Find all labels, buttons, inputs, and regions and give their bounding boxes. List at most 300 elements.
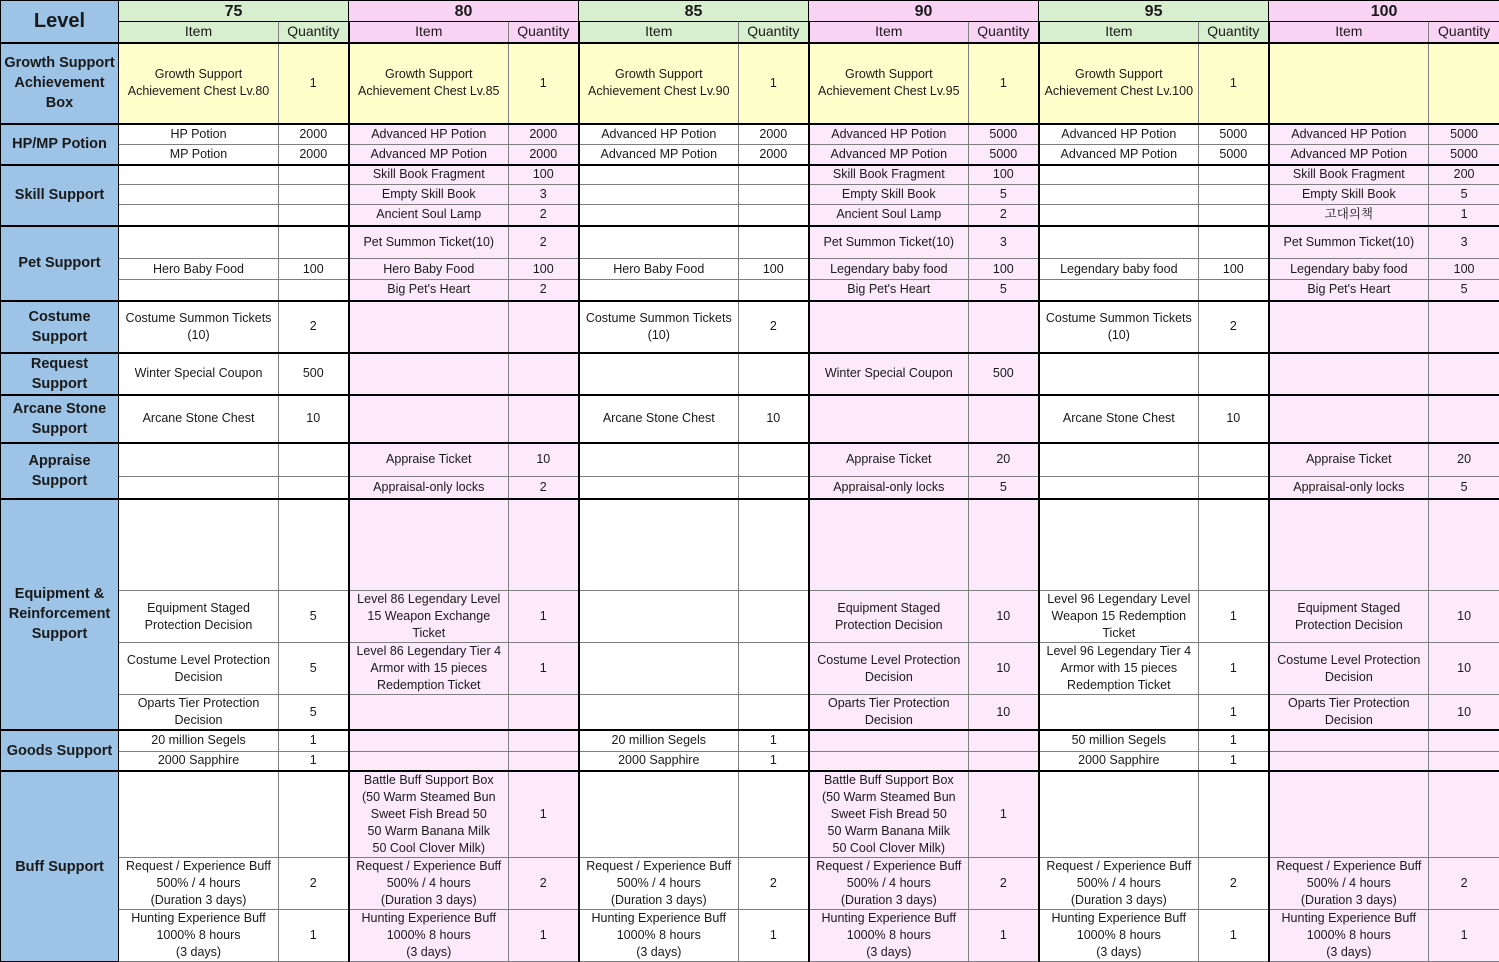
quantity-cell: 1	[1199, 751, 1269, 771]
quantity-cell: 5	[279, 643, 349, 695]
item-cell	[1039, 185, 1199, 205]
item-cell: Costume Level Protection Decision	[119, 643, 279, 695]
item-cell	[119, 771, 279, 858]
item-cell	[1039, 695, 1199, 731]
item-cell	[579, 353, 739, 395]
quantity-cell: 5000	[1199, 145, 1269, 165]
item-cell: Winter Special Coupon	[119, 353, 279, 395]
item-cell: MP Potion	[119, 145, 279, 165]
quantity-cell	[739, 695, 809, 731]
item-cell: Request / Experience Buff 500% / 4 hours (Duration 3 days)	[809, 858, 969, 910]
quantity-cell: 5000	[1199, 124, 1269, 145]
item-cell: Advanced HP Potion	[1039, 124, 1199, 145]
item-cell: Winter Special Coupon	[809, 353, 969, 395]
item-cell: Growth Support Achievement Chest Lv.85	[349, 43, 509, 124]
quantity-cell: 1	[509, 591, 579, 643]
item-cell: Oparts Tier Protection Decision	[119, 695, 279, 731]
quantity-cell: 5	[279, 695, 349, 731]
quantity-cell: 500	[279, 353, 349, 395]
item-cell: Hunting Experience Buff 1000% 8 hours (3 days)	[1269, 910, 1429, 962]
quantity-cell: 5	[1429, 280, 1499, 301]
quantity-header: Quantity	[509, 22, 579, 43]
item-cell: Request / Experience Buff 500% / 4 hours (Duration 3 days)	[349, 858, 509, 910]
quantity-cell	[509, 301, 579, 353]
quantity-cell: 100	[969, 259, 1039, 280]
item-cell: Advanced HP Potion	[1269, 124, 1429, 145]
quantity-cell: 10	[969, 591, 1039, 643]
table-row	[1, 124, 1499, 145]
item-cell	[1269, 499, 1429, 591]
quantity-cell: 2	[509, 858, 579, 910]
quantity-cell: 10	[509, 443, 579, 477]
item-cell: 20 million Segels	[119, 730, 279, 751]
quantity-header: Quantity	[279, 22, 349, 43]
quantity-cell: 500	[969, 353, 1039, 395]
item-cell	[1039, 443, 1199, 477]
quantity-cell: 1	[279, 43, 349, 124]
item-cell: Big Pet's Heart	[349, 280, 509, 301]
quantity-cell	[279, 165, 349, 185]
quantity-cell	[279, 185, 349, 205]
item-cell: Empty Skill Book	[809, 185, 969, 205]
quantity-cell	[739, 643, 809, 695]
quantity-cell: 10	[1429, 591, 1499, 643]
item-cell: Equipment Staged Protection Decision	[809, 591, 969, 643]
quantity-cell: 2	[1199, 301, 1269, 353]
level-100: 100	[1269, 1, 1499, 22]
item-cell: 2000 Sapphire	[1039, 751, 1199, 771]
quantity-cell: 2	[509, 205, 579, 226]
item-cell: Growth Support Achievement Chest Lv.80	[119, 43, 279, 124]
quantity-cell	[739, 499, 809, 591]
item-cell	[1269, 395, 1429, 443]
item-cell	[579, 165, 739, 185]
item-cell: 20 million Segels	[579, 730, 739, 751]
quantity-cell: 1	[1429, 910, 1499, 962]
item-cell: Skill Book Fragment	[809, 165, 969, 185]
quantity-cell: 5000	[969, 145, 1039, 165]
quantity-cell: 2	[509, 477, 579, 499]
quantity-cell: 5000	[1429, 145, 1499, 165]
item-cell: Request / Experience Buff 500% / 4 hours (Duration 3 days)	[1039, 858, 1199, 910]
quantity-cell	[1429, 771, 1499, 858]
quantity-cell	[1199, 443, 1269, 477]
table-row	[1, 771, 1499, 858]
quantity-cell: 2	[279, 858, 349, 910]
item-cell: Empty Skill Book	[349, 185, 509, 205]
item-cell: Growth Support Achievement Chest Lv.100	[1039, 43, 1199, 124]
item-cell	[349, 695, 509, 731]
quantity-cell	[739, 205, 809, 226]
table-row	[1, 910, 1499, 962]
item-cell	[119, 499, 279, 591]
item-cell: Level 96 Legendary Tier 4 Armor with 15 pieces Redemption Ticket	[1039, 643, 1199, 695]
item-cell: Request / Experience Buff 500% / 4 hours (Duration 3 days)	[119, 858, 279, 910]
item-cell: Arcane Stone Chest	[1039, 395, 1199, 443]
item-cell	[1039, 226, 1199, 259]
quantity-cell: 100	[279, 259, 349, 280]
quantity-cell: 1	[509, 643, 579, 695]
category-label: Growth Support Achievement Box	[1, 43, 119, 124]
quantity-cell	[739, 226, 809, 259]
item-cell: Equipment Staged Protection Decision	[119, 591, 279, 643]
item-cell	[579, 185, 739, 205]
quantity-cell	[509, 751, 579, 771]
quantity-cell: 5	[969, 477, 1039, 499]
quantity-cell: 1	[969, 910, 1039, 962]
item-cell: Legendary baby food	[809, 259, 969, 280]
quantity-cell	[279, 499, 349, 591]
quantity-cell	[969, 730, 1039, 751]
quantity-cell	[739, 591, 809, 643]
item-cell: HP Potion	[119, 124, 279, 145]
quantity-cell: 1	[509, 910, 579, 962]
item-cell	[1039, 280, 1199, 301]
item-cell: Big Pet's Heart	[1269, 280, 1429, 301]
quantity-cell: 20	[1429, 443, 1499, 477]
level-header-row	[1, 1, 1499, 22]
level-label: Level	[1, 1, 119, 43]
item-cell: Hunting Experience Buff 1000% 8 hours (3 days)	[1039, 910, 1199, 962]
item-cell: Pet Summon Ticket(10)	[1269, 226, 1429, 259]
quantity-cell	[279, 205, 349, 226]
item-cell	[119, 165, 279, 185]
quantity-cell: 1	[1199, 43, 1269, 124]
item-cell	[579, 643, 739, 695]
item-cell: Battle Buff Support Box (50 Warm Steamed Bun Sweet Fish Bread 50 50 Warm Banana Milk 50 Cool Clover Milk)	[349, 771, 509, 858]
quantity-cell: 1	[1429, 205, 1499, 226]
quantity-cell	[739, 185, 809, 205]
item-header: Item	[579, 22, 739, 43]
quantity-cell: 2	[279, 301, 349, 353]
item-cell: Advanced HP Potion	[809, 124, 969, 145]
item-cell: Request / Experience Buff 500% / 4 hours (Duration 3 days)	[1269, 858, 1429, 910]
quantity-cell: 1	[969, 43, 1039, 124]
quantity-cell	[1199, 477, 1269, 499]
category-label: Arcane Stone Support	[1, 395, 119, 443]
quantity-cell	[969, 301, 1039, 353]
item-cell: 고대의책	[1269, 205, 1429, 226]
quantity-cell	[1199, 353, 1269, 395]
item-cell	[809, 499, 969, 591]
item-cell	[119, 443, 279, 477]
item-cell	[119, 205, 279, 226]
quantity-cell: 100	[739, 259, 809, 280]
item-cell	[1039, 477, 1199, 499]
quantity-cell: 1	[509, 771, 579, 858]
item-cell	[349, 395, 509, 443]
quantity-cell: 1	[279, 730, 349, 751]
quantity-cell: 2	[509, 226, 579, 259]
table-row	[1, 165, 1499, 185]
quantity-cell	[969, 395, 1039, 443]
quantity-cell: 200	[1429, 165, 1499, 185]
quantity-cell	[969, 499, 1039, 591]
quantity-cell: 3	[969, 226, 1039, 259]
item-cell: Empty Skill Book	[1269, 185, 1429, 205]
item-cell	[809, 730, 969, 751]
quantity-cell: 2	[739, 301, 809, 353]
category-label: Appraise Support	[1, 443, 119, 499]
item-cell	[119, 477, 279, 499]
quantity-cell: 2000	[509, 145, 579, 165]
quantity-cell	[739, 477, 809, 499]
quantity-cell: 10	[969, 643, 1039, 695]
level-95: 95	[1039, 1, 1269, 22]
item-cell: Level 86 Legendary Tier 4 Armor with 15 pieces Redemption Ticket	[349, 643, 509, 695]
quantity-cell: 5	[279, 591, 349, 643]
quantity-cell	[1429, 301, 1499, 353]
item-cell	[579, 477, 739, 499]
quantity-cell: 1	[739, 43, 809, 124]
item-cell	[579, 771, 739, 858]
item-cell: Hero Baby Food	[349, 259, 509, 280]
quantity-cell	[1199, 185, 1269, 205]
item-cell: Hunting Experience Buff 1000% 8 hours (3 days)	[809, 910, 969, 962]
quantity-cell	[1199, 226, 1269, 259]
item-cell	[1039, 353, 1199, 395]
quantity-cell: 10	[1429, 695, 1499, 731]
table-row	[1, 395, 1499, 443]
quantity-cell	[1429, 751, 1499, 771]
item-cell	[349, 730, 509, 751]
quantity-cell	[1429, 395, 1499, 443]
item-cell	[349, 751, 509, 771]
quantity-cell	[1199, 499, 1269, 591]
quantity-cell: 1	[739, 751, 809, 771]
item-cell: Costume Summon Tickets (10)	[1039, 301, 1199, 353]
quantity-cell: 2000	[739, 124, 809, 145]
quantity-cell	[1199, 280, 1269, 301]
table-row	[1, 259, 1499, 280]
category-label: Costume Support	[1, 301, 119, 353]
item-cell: Advanced MP Potion	[579, 145, 739, 165]
category-label: Buff Support	[1, 771, 119, 962]
item-cell: Growth Support Achievement Chest Lv.90	[579, 43, 739, 124]
item-cell: Oparts Tier Protection Decision	[1269, 695, 1429, 731]
item-cell	[1269, 301, 1429, 353]
level-80: 80	[349, 1, 579, 22]
quantity-cell	[1199, 771, 1269, 858]
item-cell: Skill Book Fragment	[1269, 165, 1429, 185]
quantity-header: Quantity	[1429, 22, 1499, 43]
table-row	[1, 185, 1499, 205]
item-cell: Appraise Ticket	[349, 443, 509, 477]
item-cell	[1269, 730, 1429, 751]
table-body	[1, 1, 1499, 962]
quantity-cell	[279, 280, 349, 301]
quantity-cell: 2000	[279, 145, 349, 165]
quantity-cell: 100	[969, 165, 1039, 185]
item-cell	[579, 226, 739, 259]
quantity-cell: 5	[1429, 185, 1499, 205]
item-cell	[119, 185, 279, 205]
quantity-cell: 2000	[509, 124, 579, 145]
item-cell: Appraisal-only locks	[349, 477, 509, 499]
quantity-cell	[1199, 205, 1269, 226]
table-row	[1, 591, 1499, 643]
quantity-cell: 10	[969, 695, 1039, 731]
item-cell	[809, 395, 969, 443]
quantity-cell	[1199, 165, 1269, 185]
item-header: Item	[119, 22, 279, 43]
quantity-cell	[279, 226, 349, 259]
quantity-cell: 100	[509, 259, 579, 280]
quantity-header: Quantity	[969, 22, 1039, 43]
quantity-cell: 20	[969, 443, 1039, 477]
quantity-cell: 1	[739, 730, 809, 751]
item-cell	[1039, 165, 1199, 185]
item-cell: Level 96 Legendary Level Weapon 15 Redemption Ticket	[1039, 591, 1199, 643]
item-cell: Oparts Tier Protection Decision	[809, 695, 969, 731]
item-header: Item	[809, 22, 969, 43]
quantity-cell: 100	[1429, 259, 1499, 280]
item-cell: Advanced MP Potion	[809, 145, 969, 165]
item-cell: Arcane Stone Chest	[579, 395, 739, 443]
quantity-cell: 2000	[739, 145, 809, 165]
item-cell: Hunting Experience Buff 1000% 8 hours (3 days)	[579, 910, 739, 962]
category-label: HP/MP Potion	[1, 124, 119, 165]
item-cell: Costume Level Protection Decision	[1269, 643, 1429, 695]
quantity-cell	[279, 477, 349, 499]
item-cell	[349, 301, 509, 353]
table-row	[1, 301, 1499, 353]
quantity-cell	[1429, 43, 1499, 124]
quantity-cell	[739, 353, 809, 395]
item-cell: Advanced HP Potion	[349, 124, 509, 145]
category-label: Pet Support	[1, 226, 119, 301]
table-row	[1, 353, 1499, 395]
table-row	[1, 751, 1499, 771]
table-row	[1, 280, 1499, 301]
item-header: Item	[349, 22, 509, 43]
item-cell	[579, 499, 739, 591]
quantity-cell: 5	[969, 280, 1039, 301]
item-cell: Appraise Ticket	[809, 443, 969, 477]
item-cell: Hunting Experience Buff 1000% 8 hours (3 days)	[349, 910, 509, 962]
item-cell: Appraise Ticket	[1269, 443, 1429, 477]
quantity-cell	[509, 730, 579, 751]
item-cell	[809, 751, 969, 771]
category-label: Goods Support	[1, 730, 119, 771]
item-cell	[1269, 43, 1429, 124]
quantity-cell: 5000	[969, 124, 1039, 145]
item-cell	[1269, 751, 1429, 771]
item-cell: Arcane Stone Chest	[119, 395, 279, 443]
quantity-cell: 5	[969, 185, 1039, 205]
quantity-cell: 10	[279, 395, 349, 443]
quantity-cell: 1	[1199, 591, 1269, 643]
item-cell: Hunting Experience Buff 1000% 8 hours (3 days)	[119, 910, 279, 962]
quantity-cell: 100	[1199, 259, 1269, 280]
item-cell	[1039, 205, 1199, 226]
quantity-header: Quantity	[1199, 22, 1269, 43]
quantity-cell: 1	[1199, 910, 1269, 962]
table-row	[1, 145, 1499, 165]
item-cell	[809, 301, 969, 353]
item-cell	[579, 280, 739, 301]
table-row	[1, 443, 1499, 477]
item-cell: Costume Summon Tickets (10)	[119, 301, 279, 353]
quantity-cell	[739, 280, 809, 301]
table-row	[1, 730, 1499, 751]
item-cell: Costume Summon Tickets (10)	[579, 301, 739, 353]
quantity-cell: 2	[1429, 858, 1499, 910]
item-cell: Level 86 Legendary Level 15 Weapon Exchange Ticket	[349, 591, 509, 643]
item-cell	[1269, 771, 1429, 858]
quantity-cell: 5	[1429, 477, 1499, 499]
item-cell	[119, 226, 279, 259]
quantity-cell: 3	[1429, 226, 1499, 259]
item-cell: Pet Summon Ticket(10)	[349, 226, 509, 259]
table-row	[1, 695, 1499, 731]
quantity-cell: 2	[969, 858, 1039, 910]
item-cell	[579, 443, 739, 477]
item-cell: Big Pet's Heart	[809, 280, 969, 301]
item-cell: Ancient Soul Lamp	[349, 205, 509, 226]
quantity-cell: 10	[1199, 395, 1269, 443]
item-cell: Appraisal-only locks	[809, 477, 969, 499]
item-cell	[349, 499, 509, 591]
quantity-cell	[279, 443, 349, 477]
item-cell: 2000 Sapphire	[579, 751, 739, 771]
quantity-cell: 1	[279, 910, 349, 962]
quantity-cell: 2	[509, 280, 579, 301]
quantity-cell	[1429, 730, 1499, 751]
quantity-cell	[1429, 353, 1499, 395]
item-cell: Advanced MP Potion	[1269, 145, 1429, 165]
quantity-cell	[739, 165, 809, 185]
quantity-cell: 10	[1429, 643, 1499, 695]
quantity-cell: 1	[1199, 695, 1269, 731]
quantity-cell: 1	[509, 43, 579, 124]
item-cell: 2000 Sapphire	[119, 751, 279, 771]
item-cell: Battle Buff Support Box (50 Warm Steamed Bun Sweet Fish Bread 50 50 Warm Banana Milk 50 Cool Clover Milk)	[809, 771, 969, 858]
item-cell: Pet Summon Ticket(10)	[809, 226, 969, 259]
table-row	[1, 477, 1499, 499]
item-cell: 50 million Segels	[1039, 730, 1199, 751]
item-cell: Hero Baby Food	[119, 259, 279, 280]
item-cell: Advanced HP Potion	[579, 124, 739, 145]
table-row	[1, 205, 1499, 226]
table-row	[1, 643, 1499, 695]
quantity-cell	[1429, 499, 1499, 591]
table-row	[1, 226, 1499, 259]
quantity-cell: 1	[739, 910, 809, 962]
column-header-row	[1, 22, 1499, 43]
item-cell: Growth Support Achievement Chest Lv.95	[809, 43, 969, 124]
item-cell: Appraisal-only locks	[1269, 477, 1429, 499]
quantity-cell: 2	[739, 858, 809, 910]
category-label: Skill Support	[1, 165, 119, 226]
item-cell: Request / Experience Buff 500% / 4 hours (Duration 3 days)	[579, 858, 739, 910]
quantity-cell: 3	[509, 185, 579, 205]
quantity-cell: 1	[969, 771, 1039, 858]
item-cell	[1039, 499, 1199, 591]
item-header: Item	[1269, 22, 1429, 43]
item-cell: Equipment Staged Protection Decision	[1269, 591, 1429, 643]
quantity-cell: 2	[969, 205, 1039, 226]
category-label: Equipment & Reinforcement Support	[1, 499, 119, 731]
quantity-cell	[279, 771, 349, 858]
table-row	[1, 43, 1499, 124]
quantity-cell: 2000	[279, 124, 349, 145]
item-cell: Legendary baby food	[1269, 259, 1429, 280]
quantity-cell	[509, 499, 579, 591]
item-cell: Hero Baby Food	[579, 259, 739, 280]
level-75: 75	[119, 1, 349, 22]
quantity-cell	[739, 443, 809, 477]
